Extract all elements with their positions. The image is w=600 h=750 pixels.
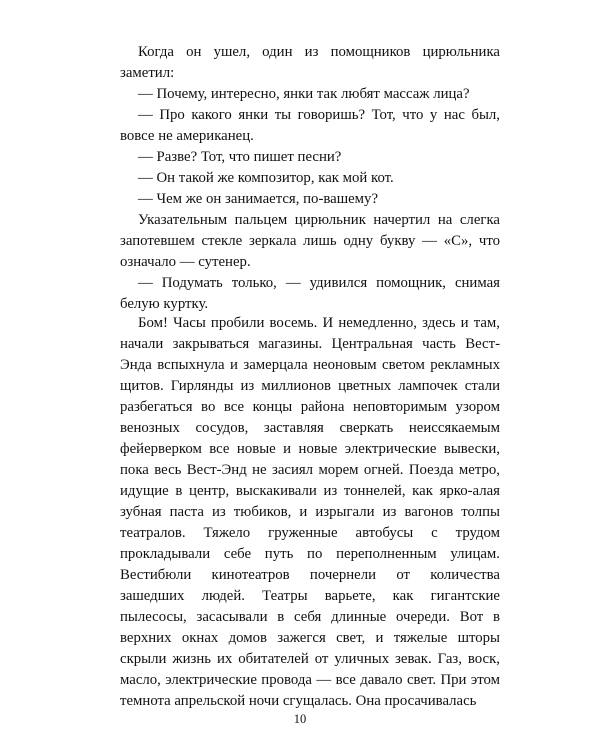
paragraph: Когда он ушел, один из помощников цирюльника заметил: [120, 44, 500, 81]
narrative-section [120, 313, 500, 712]
paragraph: Бом! Часы пробили восемь. И немедленно, здесь и там, начали закрываться магазины. Центральная часть Вест-Энда вспыхнула и замерцала неоновым светом рекламных щитов. Гирлянды из миллионов цветных лампочек стали разбегаться во все концы района неповторимым узором венозных сосудов, заставляя сверкать неиссякаемым фейерверком все новые и новые электрические вывески, пока весь Вест-Энд не засиял морем огней. Поезда метро, идущие в центр, выскакивали из тоннелей, как ярко-алая зубная паста из тюбиков, и изрыгали из вагонов толпы театралов. Тяжело груженные автобусы с трудом прокладывали себе путь по переполненным улицам. Вестибюли кинотеатров почернели от количества зашедших людей. Театры варьете, как гигантские пылесосы, засасывали в себя длинные очереди. Вот в верхних окнах домов зажегся свет, и тяжелые шторы скрыли жизнь их обитателей от уличных зевак. Газ, воск, масло, электрические провода — все давало свет. При этом темнота апрельской ночи сгущалась. Она просачивалась [120, 315, 500, 709]
paragraph: — Про какого янки ты говоришь? Тот, что у нас был, вовсе не американец. [120, 107, 500, 144]
paragraph: — Он такой же композитор, как мой кот. [138, 170, 394, 186]
paragraph: — Почему, интересно, янки так любят массаж лица? [138, 86, 470, 102]
paragraph: — Чем же он занимается, по-вашему? [138, 191, 379, 207]
paragraph: — Разве? Тот, что пишет песни? [138, 149, 342, 165]
paragraph: Указательным пальцем цирюльник начертил на слегка запотевшем стекле зеркала лишь одну букву — «С», что означало — сутенер. [120, 212, 500, 270]
page-number: 10 [293, 712, 307, 726]
paragraph: — Подумать только, — удивился помощник, снимая белую куртку. [120, 275, 500, 312]
dialogue-section [120, 42, 500, 315]
